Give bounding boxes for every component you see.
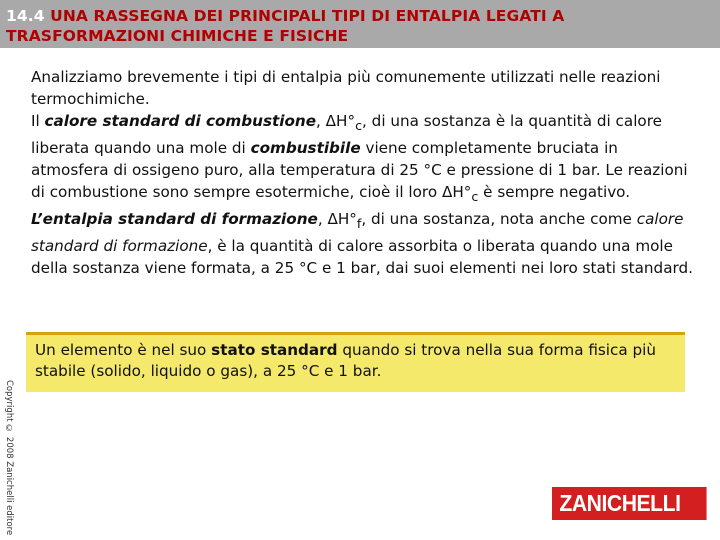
intro-text: Analizziamo brevemente i tipi di entalpia più comunemente utilizzati nelle reazioni termochimiche. bbox=[31, 68, 661, 108]
combustion-text-2: viene completamente bruciata in atmosfera di ossigeno puro, alla temperatura di 25 °C e pressione di 1 bar. Le reazioni di combustione sono sempre esotermiche, cioè il loro ΔH° bbox=[31, 139, 688, 202]
copyright-notice: Copyright © 2008 Zanichelli editore bbox=[4, 380, 14, 536]
combustible-keyword: combustibile bbox=[250, 139, 361, 158]
title-line-2: TRASFORMAZIONI CHIMICHE E FISICHE bbox=[6, 27, 349, 45]
note-text-pre: Un elemento è nel suo bbox=[35, 341, 212, 359]
note-text-post: quando si trova nella sua forma fisica più stabile (solido, liquido o gas), a 25 °C e 1 bar. bbox=[35, 341, 657, 380]
formation-subscript: f bbox=[356, 216, 362, 232]
combustion-subscript-2: c bbox=[471, 189, 479, 205]
formation-term-2: calore standard di formazione bbox=[31, 210, 684, 256]
combustion-text-3: è sempre negativo. bbox=[478, 183, 631, 202]
formation-text-2: , è la quantità di calore assorbita o liberata quando una mole della sostanza viene formata, a 25 °C e 1 bar, dai suoi elementi nei loro stati standard. bbox=[31, 237, 693, 278]
combustion-paragraph bbox=[31, 110, 695, 208]
formation-text-1: , di una sostanza, nota anche come bbox=[361, 210, 637, 229]
combustion-subscript: c bbox=[355, 118, 363, 134]
note-bold-term: stato standard bbox=[211, 341, 338, 359]
formation-paragraph bbox=[31, 208, 695, 279]
intro-paragraph bbox=[31, 66, 695, 110]
standard-state-note bbox=[26, 332, 685, 392]
combustion-symbol: , ΔH° bbox=[316, 112, 356, 130]
body-text bbox=[31, 66, 695, 279]
combustion-prefix: Il bbox=[31, 112, 45, 130]
combustion-term: calore standard di combustione bbox=[44, 112, 316, 130]
combustion-text-1: , di una sostanza è la quantità di calore liberata quando una mole di bbox=[31, 112, 662, 158]
title-line-1: UNA RASSEGNA DEI PRINCIPALI TIPI DI ENTALPIA LEGATI A bbox=[50, 7, 565, 25]
zanichelli-logo: ZANICHELLI bbox=[552, 487, 707, 520]
section-number: 14.4 bbox=[6, 7, 45, 25]
formation-term: L’entalpia standard di formazione bbox=[31, 210, 318, 229]
formation-symbol: , ΔH° bbox=[317, 210, 357, 229]
slide-title bbox=[0, 0, 720, 48]
